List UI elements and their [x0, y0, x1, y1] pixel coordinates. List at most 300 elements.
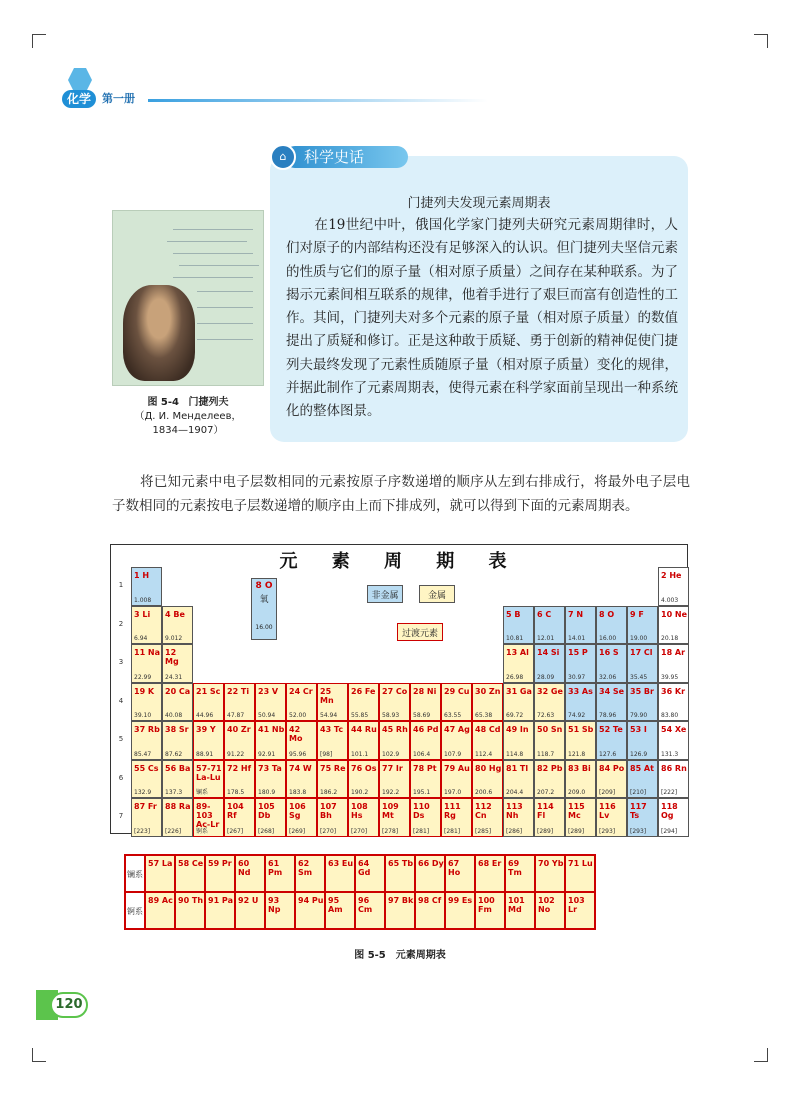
element-symbol: 46 Pd	[413, 725, 439, 734]
element-symbol: 25 Mn	[320, 686, 334, 705]
element-cell	[286, 760, 317, 799]
element-mass: 12.01	[537, 635, 555, 642]
element-symbol: 29 Cu	[444, 686, 470, 696]
f-element-cell	[565, 892, 595, 929]
element-cell	[286, 798, 317, 837]
element-cell	[658, 721, 689, 760]
element-mass: 114.8	[506, 750, 524, 758]
handwriting-line	[197, 339, 253, 340]
element-mass: 28.09	[537, 673, 555, 681]
period-number: 6	[118, 773, 124, 782]
element-symbol: 98 Cf	[418, 896, 442, 905]
f-element-cell	[265, 892, 295, 929]
element-mass: 118.7	[537, 750, 555, 758]
page-number	[36, 988, 92, 1022]
element-cell	[224, 760, 255, 799]
element-mass: 6.94	[134, 635, 148, 642]
element-cell	[131, 683, 162, 722]
element-symbol: 82 Pb	[537, 763, 563, 773]
element-cell	[472, 721, 503, 760]
element-symbol: 10 Ne	[661, 609, 688, 619]
f-element-cell	[235, 892, 265, 929]
page-number-value: 120	[50, 992, 88, 1018]
element-cell	[193, 760, 224, 799]
element-mass: [293]	[599, 827, 616, 835]
element-symbol: 49 In	[506, 725, 529, 734]
element-cell	[503, 721, 534, 760]
element-mass: 35.45	[630, 673, 648, 681]
element-mass: 197.0	[444, 789, 462, 796]
element-mass: 9.012	[165, 635, 183, 642]
element-symbol: 11 Na	[134, 648, 161, 657]
period-number: 1	[118, 581, 124, 589]
history-title: 门捷列夫发现元素周期表	[407, 196, 551, 211]
element-symbol: 6 C	[537, 609, 552, 619]
element-mass: 180.9	[258, 789, 276, 796]
element-cell	[596, 760, 627, 799]
element-cell	[565, 798, 596, 837]
element-symbol: 93 Np	[268, 896, 281, 914]
element-symbol: 108 Hs	[351, 802, 368, 820]
f-element-cell	[355, 892, 385, 929]
element-cell	[348, 760, 379, 799]
element-mass: [285]	[475, 827, 492, 835]
element-mass: [226]	[165, 827, 182, 835]
f-element-cell	[235, 855, 265, 892]
element-mass: 72.63	[537, 712, 555, 719]
element-mass: [267]	[227, 827, 244, 835]
element-symbol: 109 Mt	[382, 802, 399, 820]
f-element-cell	[145, 855, 175, 892]
element-cell	[162, 683, 193, 722]
crop-mark-bottom-left	[32, 1048, 46, 1062]
element-mass: [98]	[320, 750, 333, 758]
element-cell	[441, 683, 472, 722]
f-row-label: 锕系	[125, 892, 145, 929]
f-row-label: 镧系	[125, 855, 145, 892]
element-symbol: 44 Ru	[351, 725, 377, 734]
element-symbol: 65 Tb	[388, 859, 414, 868]
element-mass: 190.2	[351, 789, 369, 796]
element-cell	[255, 760, 286, 799]
f-element-cell	[355, 855, 385, 892]
element-cell	[348, 798, 379, 837]
element-mass: 207.2	[537, 789, 555, 796]
element-cell	[627, 760, 658, 799]
element-mass: [209]	[599, 789, 616, 796]
element-cell	[627, 798, 658, 837]
element-mass: 52.00	[289, 712, 307, 719]
element-cell	[162, 606, 193, 645]
f-element-cell	[325, 892, 355, 929]
element-symbol: 28 Ni	[413, 686, 437, 696]
element-mass: 200.6	[475, 789, 493, 796]
element-symbol: 105 Db	[258, 802, 275, 820]
crop-mark-top-right	[754, 34, 768, 48]
element-mass: 63.55	[444, 712, 462, 719]
element-symbol: 18 Ar	[661, 648, 686, 657]
f-element-cell	[505, 855, 535, 892]
element-symbol: 23 V	[258, 686, 279, 696]
element-cell	[286, 683, 317, 722]
element-cell	[596, 683, 627, 722]
handwriting-line	[173, 253, 253, 254]
hexagon-icon	[68, 68, 92, 92]
element-cell	[379, 798, 410, 837]
element-symbol: 91 Pa	[208, 896, 233, 905]
element-cell	[565, 721, 596, 760]
element-mass: 83.80	[661, 712, 679, 719]
element-symbol: 87 Fr	[134, 802, 157, 811]
element-cell	[224, 683, 255, 722]
element-symbol: 96 Cm	[358, 896, 373, 914]
element-cell	[503, 760, 534, 799]
element-symbol: 110 Ds	[413, 802, 430, 820]
period-number: 2	[118, 619, 124, 628]
element-mass: [270]	[351, 827, 368, 835]
element-mass: 102.9	[382, 750, 400, 758]
element-mass: 112.4	[475, 750, 493, 758]
element-mass: 74.92	[568, 712, 586, 719]
handwriting-line	[197, 291, 253, 292]
element-cell	[286, 721, 317, 760]
element-cell	[162, 798, 193, 837]
element-cell	[565, 644, 596, 683]
element-symbol: 117 Ts	[630, 802, 647, 820]
handwriting-line	[173, 229, 253, 230]
element-symbol: 42 Mo	[289, 725, 303, 743]
element-symbol: 33 As	[568, 686, 593, 696]
book-badge: 化学	[62, 90, 96, 108]
element-cell	[503, 644, 534, 683]
element-mass: 58.93	[382, 712, 400, 719]
element-mass: 183.8	[289, 789, 307, 796]
element-symbol: 19 K	[134, 686, 155, 696]
element-mass: 16.00	[599, 635, 617, 642]
element-symbol: 57-71 La-Lu	[196, 763, 222, 782]
element-mass: 50.94	[258, 712, 276, 719]
element-mass: 65.38	[475, 712, 493, 719]
element-mass: [270]	[320, 827, 337, 835]
element-mass: 137.3	[165, 789, 183, 796]
history-tag-label: 科学史话	[304, 148, 365, 166]
element-cell	[627, 683, 658, 722]
element-cell	[472, 760, 503, 799]
element-mass: 101.1	[351, 750, 369, 758]
history-tag	[270, 144, 410, 170]
element-cell	[441, 721, 472, 760]
element-mass: 85.47	[134, 750, 152, 758]
element-mass: 44.96	[196, 712, 214, 719]
element-cell	[565, 760, 596, 799]
element-cell	[224, 721, 255, 760]
element-cell	[255, 798, 286, 837]
element-symbol: 68 Er	[478, 859, 502, 868]
element-cell	[410, 798, 441, 837]
element-symbol: 59 Pr	[208, 859, 232, 868]
element-symbol: 9 F	[630, 609, 644, 619]
element-symbol: 50 Sn	[537, 725, 563, 734]
element-cell	[627, 721, 658, 760]
element-cell	[534, 606, 565, 645]
element-symbol: 54 Xe	[661, 725, 687, 734]
crop-mark-bottom-right	[754, 1048, 768, 1062]
element-cell	[503, 798, 534, 837]
f-element-cell	[475, 892, 505, 929]
element-symbol: 55 Cs	[134, 763, 159, 773]
museum-icon: ⌂	[270, 144, 296, 170]
element-mass: 锕系	[196, 827, 209, 835]
element-mass: [269]	[289, 827, 306, 835]
element-mass: [278]	[382, 827, 399, 835]
element-cell	[596, 644, 627, 683]
figure-caption: 图 5-5 元素周期表	[354, 950, 446, 961]
element-symbol: 52 Te	[599, 725, 623, 734]
element-cell	[596, 606, 627, 645]
element-mass: 39.10	[134, 712, 152, 719]
element-symbol: 77 Ir	[382, 763, 403, 773]
element-mass: 32.06	[599, 673, 617, 681]
element-symbol: 69 Tm	[508, 859, 522, 877]
element-cell	[441, 798, 472, 837]
element-mass: 1.008	[134, 596, 152, 604]
element-cell	[162, 644, 193, 683]
element-cell	[534, 683, 565, 722]
element-symbol: 103 Lr	[568, 896, 585, 914]
element-symbol: 72 Hf	[227, 763, 252, 773]
legend-transition: 过渡元素	[397, 623, 443, 641]
element-cell	[348, 683, 379, 722]
element-cell	[658, 644, 689, 683]
element-symbol: 34 Se	[599, 686, 625, 696]
element-symbol: 79 Au	[444, 763, 470, 773]
element-symbol: 116 Lv	[599, 802, 616, 820]
intro-paragraph: 将已知元素中电子层数相同的元素按原子序数递增的顺序从左到右排成行，将最外电子层电子数相同的元素按电子层数递增的顺序由上而下排成列，就可以得到下面的元素周期表。	[112, 474, 690, 514]
legend-example-symbol: 8 O	[255, 581, 273, 591]
element-mass: [294]	[661, 827, 678, 835]
element-cell	[441, 760, 472, 799]
element-symbol: 22 Ti	[227, 686, 250, 696]
element-symbol: 61 Pm	[268, 859, 283, 877]
element-symbol: 16 S	[599, 648, 619, 657]
element-symbol: 95 Am	[328, 896, 343, 914]
element-cell	[255, 721, 286, 760]
element-cell	[193, 798, 224, 837]
element-symbol: 70 Yb	[538, 859, 564, 868]
element-mass: 24.31	[165, 673, 183, 681]
element-mass: [289]	[537, 827, 554, 835]
page-header	[40, 68, 500, 108]
element-symbol: 56 Ba	[165, 763, 191, 773]
element-cell	[317, 683, 348, 722]
element-symbol: 89-103 Ac-Lr	[196, 802, 220, 829]
element-cell	[379, 760, 410, 799]
legend-nonmetal: 非金属	[367, 585, 403, 603]
element-symbol: 118 Og	[661, 802, 678, 820]
element-mass: 22.99	[134, 673, 152, 681]
element-mass: 79.90	[630, 712, 648, 719]
element-symbol: 21 Sc	[196, 686, 221, 696]
element-symbol: 38 Sr	[165, 725, 189, 734]
element-cell	[565, 606, 596, 645]
element-mass: 126.9	[630, 750, 648, 758]
element-cell	[224, 798, 255, 837]
element-cell	[627, 644, 658, 683]
element-symbol: 13 Al	[506, 648, 529, 657]
header-rule	[148, 99, 488, 102]
element-mass: [293]	[630, 827, 647, 835]
element-mass: 4.003	[661, 596, 679, 604]
element-cell	[410, 683, 441, 722]
f-element-cell	[415, 855, 445, 892]
element-mass: 26.98	[506, 673, 524, 681]
element-mass: [289]	[568, 827, 585, 835]
element-cell	[596, 798, 627, 837]
element-cell	[534, 644, 565, 683]
element-mass: [281]	[413, 827, 430, 835]
element-symbol: 73 Ta	[258, 763, 282, 773]
element-cell	[658, 798, 689, 837]
element-symbol: 89 Ac	[148, 896, 173, 905]
element-symbol: 51 Sb	[568, 725, 594, 734]
element-cell	[131, 798, 162, 837]
element-symbol: 75 Re	[320, 763, 346, 773]
element-symbol: 115 Mc	[568, 802, 585, 820]
element-mass: [268]	[258, 827, 275, 835]
element-cell	[596, 721, 627, 760]
element-symbol: 86 Rn	[661, 763, 687, 773]
element-mass: 95.96	[289, 750, 307, 758]
element-mass: 107.9	[444, 750, 462, 758]
element-symbol: 102 No	[538, 896, 555, 914]
element-cell	[131, 721, 162, 760]
element-mass: 30.97	[568, 673, 586, 681]
element-symbol: 114 Fl	[537, 802, 554, 820]
f-element-cell	[175, 855, 205, 892]
element-symbol: 27 Co	[382, 686, 408, 696]
element-symbol: 14 Si	[537, 648, 560, 657]
element-symbol: 85 At	[630, 763, 654, 773]
element-mass: [223]	[134, 827, 151, 835]
periodic-table	[110, 544, 688, 834]
element-cell	[534, 760, 565, 799]
element-symbol: 104 Rf	[227, 802, 244, 820]
element-symbol: 57 La	[148, 859, 173, 868]
element-mass: 121.8	[568, 750, 586, 758]
element-symbol: 112 Cn	[475, 802, 492, 820]
handwriting-line	[173, 277, 253, 278]
element-symbol: 76 Os	[351, 763, 377, 773]
element-cell	[410, 760, 441, 799]
element-mass: 87.62	[165, 750, 183, 758]
element-symbol: 81 Tl	[506, 763, 529, 773]
handwriting-line	[197, 307, 253, 308]
legend-example-cell	[251, 578, 277, 640]
element-cell	[379, 683, 410, 722]
element-symbol: 106 Sg	[289, 802, 306, 820]
element-cell	[627, 606, 658, 645]
element-symbol: 66 Dy	[418, 859, 444, 868]
element-symbol: 94 Pu	[298, 896, 324, 905]
element-cell	[658, 760, 689, 799]
element-symbol: 41 Nb	[258, 725, 285, 734]
element-mass: 69.72	[506, 712, 524, 719]
element-cell	[503, 606, 534, 645]
element-symbol: 100 Fm	[478, 896, 495, 914]
element-cell	[503, 683, 534, 722]
element-mass: 91.22	[227, 750, 245, 758]
element-symbol: 1 H	[134, 571, 150, 580]
element-symbol: 35 Br	[630, 686, 654, 696]
element-mass: 88.91	[196, 750, 214, 758]
element-mass: [222]	[661, 789, 678, 796]
element-symbol: 12 Mg	[165, 648, 179, 666]
element-cell	[317, 721, 348, 760]
period-number: 4	[118, 696, 124, 705]
element-symbol: 58 Ce	[178, 859, 204, 868]
element-cell	[317, 798, 348, 837]
legend-metal: 金属	[419, 585, 455, 603]
element-mass: 131.3	[661, 750, 679, 758]
element-symbol: 8 O	[599, 609, 615, 619]
f-element-cell	[145, 892, 175, 929]
handwriting-line	[179, 265, 259, 266]
element-symbol: 111 Rg	[444, 802, 461, 820]
element-symbol: 60 Nd	[238, 859, 251, 877]
element-symbol: 43 Tc	[320, 725, 344, 734]
element-mass: 39.95	[661, 673, 679, 681]
f-element-cell	[205, 892, 235, 929]
element-cell	[472, 683, 503, 722]
element-cell	[658, 567, 689, 606]
element-mass: 54.94	[320, 712, 338, 719]
f-element-cell	[295, 855, 325, 892]
photo-russian-name: （Д. И. Менделеев，	[134, 411, 242, 422]
element-symbol: 36 Kr	[661, 686, 686, 696]
element-symbol: 4 Be	[165, 609, 185, 619]
f-element-cell	[415, 892, 445, 929]
element-cell	[193, 683, 224, 722]
period-number: 5	[118, 735, 124, 743]
photo-figure-number: 图 5-4	[147, 397, 179, 408]
element-mass: 55.85	[351, 712, 369, 719]
element-symbol: 107 Bh	[320, 802, 337, 820]
f-element-cell	[205, 855, 235, 892]
element-symbol: 74 W	[289, 763, 312, 773]
element-symbol: 48 Cd	[475, 725, 501, 734]
element-mass: [210]	[630, 789, 647, 796]
element-cell	[255, 683, 286, 722]
element-cell	[565, 683, 596, 722]
f-element-cell	[445, 855, 475, 892]
crop-mark-top-left	[32, 34, 46, 48]
period-number: 3	[118, 658, 124, 666]
element-symbol: 84 Po	[599, 763, 625, 773]
element-cell	[131, 644, 162, 683]
portrait-figure	[123, 285, 195, 381]
element-cell	[162, 721, 193, 760]
f-element-cell	[565, 855, 595, 892]
element-symbol: 71 Lu	[568, 859, 593, 868]
legend-example-mass: 16.00	[255, 624, 273, 631]
element-cell	[534, 721, 565, 760]
photo-caption	[104, 396, 272, 438]
element-mass: 192.2	[382, 789, 400, 796]
element-symbol: 63 Eu	[328, 859, 354, 868]
f-element-cell	[535, 892, 565, 929]
element-symbol: 32 Ge	[537, 686, 563, 696]
element-symbol: 101 Md	[508, 896, 525, 914]
